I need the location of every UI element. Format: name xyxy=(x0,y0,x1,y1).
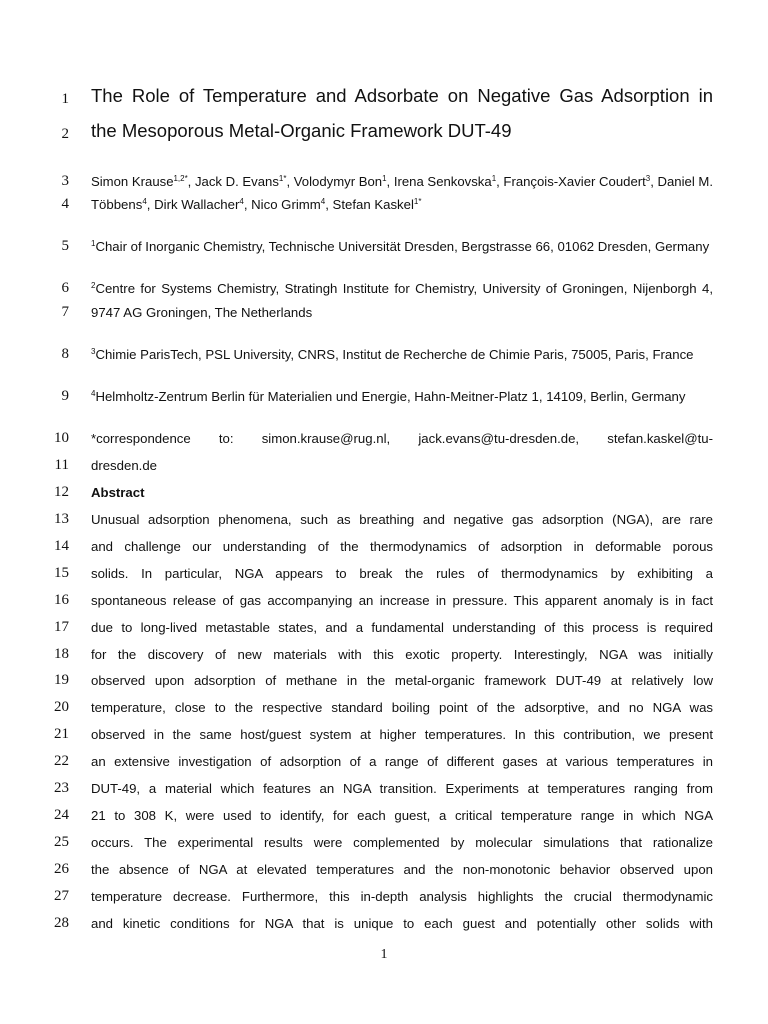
line-number: 2 xyxy=(61,126,69,142)
abstract-line xyxy=(0,619,768,643)
author-separator: , xyxy=(386,174,394,189)
line-number: 9 xyxy=(61,388,69,404)
affiliation-marker: 2 xyxy=(91,281,96,290)
line-number: 16 xyxy=(54,591,69,608)
author-affiliation-marker: 4 xyxy=(239,197,244,206)
affiliation-marker: 3 xyxy=(91,347,96,356)
author-name: Jack D. Evans xyxy=(194,174,279,189)
abstract-line xyxy=(0,511,768,535)
line-number: 21 xyxy=(54,726,69,743)
affiliation-text: Chair of Inorganic Chemistry, Technische Universität Dresden, Bergstrasse 66, 01062 Dresden, Germany xyxy=(95,239,710,254)
line-number: 24 xyxy=(54,806,69,823)
author-affiliation-marker: 1* xyxy=(413,197,422,206)
abstract-line xyxy=(0,565,768,589)
affiliation-text: Chimie ParisTech, PSL University, CNRS, Institut de Recherche de Chimie Paris, 75005, Paris, France xyxy=(95,347,694,362)
author-affiliation-marker: 4 xyxy=(320,197,326,206)
paper-title: The Role of Temperature and Adsorbate on Negative Gas Adsorption in xyxy=(91,85,713,106)
line-number: 12 xyxy=(54,484,69,500)
abstract-line xyxy=(0,753,768,777)
line-number: 17 xyxy=(54,618,69,635)
abstract-text: Unusual adsorption phenomena, such as breathing and negative gas adsorption (NGA), are rare xyxy=(91,512,714,527)
line-number: 11 xyxy=(54,457,69,473)
author-separator: , xyxy=(286,174,294,189)
author-name: François-Xavier Coudert xyxy=(503,174,646,189)
line-number: 19 xyxy=(54,672,69,689)
abstract-line xyxy=(0,646,768,670)
author-name: Simon Krause xyxy=(91,174,174,189)
line-number: 20 xyxy=(54,699,69,716)
affiliation-marker: 4 xyxy=(91,389,96,398)
author-affiliation-marker: 4 xyxy=(142,197,147,206)
author-name: Többens xyxy=(91,197,143,212)
abstract-line xyxy=(0,834,768,858)
author-separator: , xyxy=(146,197,155,212)
author-separator: , xyxy=(325,197,333,212)
author-list xyxy=(91,174,713,189)
line-number: 22 xyxy=(54,753,69,770)
abstract-line xyxy=(0,672,768,696)
affiliation-marker: 1 xyxy=(91,239,96,248)
line-number: 26 xyxy=(54,860,69,877)
line-number: 4 xyxy=(61,196,69,212)
abstract-line xyxy=(0,888,768,912)
affiliation-2-continued xyxy=(0,304,768,328)
affiliation-1 xyxy=(0,238,768,262)
abstract-text: for the discovery of new materials with this exotic property. Interestingly, NGA was initially xyxy=(91,646,714,662)
line-number: 5 xyxy=(61,238,69,254)
correspondence-line xyxy=(0,430,768,454)
correspondence-text: *correspondence to: simon.krause@rug.nl, jack.evans@tu-dresden.de, stefan.kaskel@tu- xyxy=(91,431,713,446)
abstract-text: 21 to 308 K, were used to identify, for each guest, a critical temperature range in which NGA xyxy=(91,807,713,823)
line-number: 3 xyxy=(61,173,69,189)
author-name: Stefan Kaskel xyxy=(332,197,414,212)
abstract-text: DUT-49, a material which features an NGA transition. Experiments at temperatures ranging from xyxy=(91,781,713,796)
line-number: 23 xyxy=(54,780,69,796)
abstract-text: an extensive investigation of adsorption of a range of different gases at various temperatures in xyxy=(91,754,713,770)
abstract-text: observed upon adsorption of methane in the metal-organic framework DUT-49 at relatively low xyxy=(91,673,713,689)
line-number: 15 xyxy=(54,564,69,581)
line-number: 28 xyxy=(54,914,69,931)
abstract-heading: Abstract xyxy=(91,485,145,500)
abstract-text: spontaneous release of gas accompanying an increase in pressure. This apparent anomaly is in fact xyxy=(91,592,713,608)
abstract-line xyxy=(0,861,768,885)
authors-line-2 xyxy=(0,196,768,220)
affiliation-text: Helmholtz-Zentrum Berlin für Materialien und Energie, Hahn-Meitner-Platz 1, 14109, Berlin, Germany xyxy=(95,389,686,404)
affiliation-3 xyxy=(0,346,768,370)
line-number: 25 xyxy=(54,833,69,850)
abstract-text: and kinetic conditions for NGA that is unique to each guest and potentially other solids with xyxy=(91,915,713,931)
line-number: 1 xyxy=(61,91,69,107)
author-affiliation-marker: 3 xyxy=(645,174,651,183)
author-separator: , xyxy=(496,174,504,189)
line-number: 8 xyxy=(61,346,69,362)
line-number: 10 xyxy=(54,430,69,446)
author-separator: , Daniel M. xyxy=(650,174,713,189)
page-number: 1 xyxy=(380,947,388,962)
author-list-continued xyxy=(91,197,421,212)
line-number: 18 xyxy=(54,645,69,662)
title-line-1 xyxy=(0,85,768,113)
abstract-text: the absence of NGA at elevated temperatures and the non-monotonic behavior observed upon xyxy=(91,861,713,877)
affiliation-4 xyxy=(0,388,768,412)
author-affiliation-marker: 1,2* xyxy=(173,174,188,183)
author-affiliation-marker: 1* xyxy=(278,174,287,183)
paper-title-continued: the Mesoporous Metal-Organic Framework DUT-49 xyxy=(91,120,512,141)
abstract-text: and challenge our understanding of the thermodynamics of adsorption in deformable porous xyxy=(91,538,713,554)
line-number: 6 xyxy=(61,280,69,296)
author-name: Dirk Wallacher xyxy=(154,197,240,212)
abstract-line xyxy=(0,915,768,939)
affiliation-2 xyxy=(0,280,768,304)
title-line-2 xyxy=(0,120,768,148)
abstract-line xyxy=(0,592,768,616)
abstract-heading-line xyxy=(0,484,768,508)
author-affiliation-marker: 1 xyxy=(491,174,497,183)
correspondence-text: dresden.de xyxy=(91,458,157,473)
affiliation-text: Centre for Systems Chemistry, Stratingh Institute for Chemistry, University of Groningen, Nijenborgh 4, xyxy=(95,281,713,296)
abstract-line xyxy=(0,538,768,562)
line-number: 27 xyxy=(54,887,69,904)
abstract-text: observed in the same host/guest system at higher temperatures. In this contribution, we present xyxy=(91,727,713,743)
abstract-text: temperature, close to the respective standard boiling point of the adsorptive, and no NGA was xyxy=(91,700,714,716)
abstract-line xyxy=(0,807,768,831)
line-number: 13 xyxy=(54,511,69,527)
author-separator: , xyxy=(243,197,252,212)
correspondence-line-2 xyxy=(0,457,768,481)
author-name: Nico Grimm xyxy=(251,197,321,212)
abstract-line xyxy=(0,780,768,804)
abstract-line xyxy=(0,699,768,723)
abstract-text: temperature decrease. Furthermore, this in-depth analysis highlights the crucial thermodynamic xyxy=(91,888,713,904)
author-affiliation-marker: 1 xyxy=(382,174,387,183)
abstract-text: due to long-lived metastable states, and a fundamental understanding of this process is required xyxy=(91,619,713,635)
affiliation-text: 9747 AG Groningen, The Netherlands xyxy=(91,305,313,320)
line-number: 7 xyxy=(61,304,69,320)
abstract-text: occurs. The experimental results were complemented by molecular simulations that rationalize xyxy=(91,834,713,850)
abstract-text: solids. In particular, NGA appears to break the rules of thermodynamics by exhibiting a xyxy=(91,565,713,581)
authors-line-1 xyxy=(0,173,768,197)
author-separator: , xyxy=(187,174,195,189)
author-name: Irena Senkovska xyxy=(393,174,492,189)
author-name: Volodymyr Bon xyxy=(293,174,383,189)
line-number: 14 xyxy=(54,537,69,554)
abstract-line xyxy=(0,726,768,750)
